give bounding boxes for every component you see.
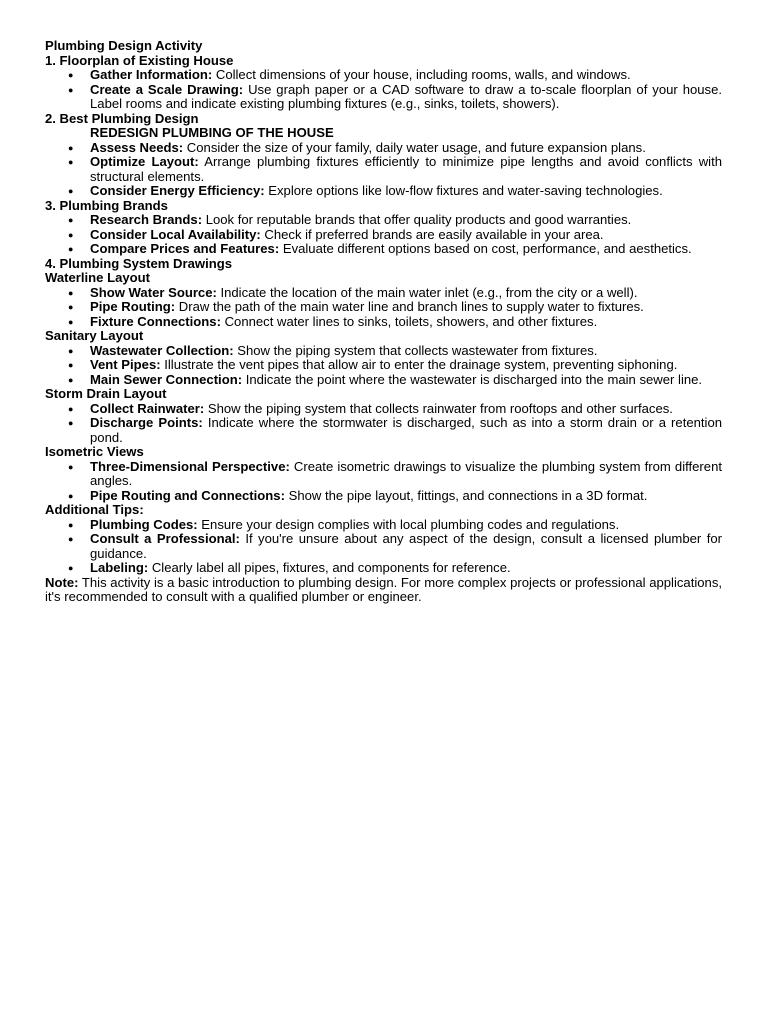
section-heading: Sanitary Layout (45, 328, 144, 343)
item-description: Collect dimensions of your house, including rooms, walls, and windows. (212, 67, 631, 82)
item-term: Consider Local Availability: (90, 226, 261, 242)
list-item (45, 402, 722, 417)
item-term: Pipe Routing and Connections: (90, 487, 285, 503)
note-label: Note: (45, 574, 79, 590)
item-description: Explore options like low-flow fixtures and water-saving technologies. (264, 183, 663, 198)
bullet-icon: ● (68, 316, 74, 327)
item-description: Connect water lines to sinks, toilets, showers, and other fixtures. (220, 313, 598, 329)
item-term: Wastewater Collection: (90, 342, 234, 358)
item-term: Create a Scale Drawing: (90, 81, 244, 97)
item-description: Evaluate different options based on cost, performance, and aesthetics. (279, 241, 692, 256)
list-item (45, 300, 722, 315)
bullet-icon: ● (68, 302, 74, 312)
bullet-icon: ● (68, 142, 74, 153)
bullet-list (45, 141, 722, 199)
bullet-icon: ● (68, 418, 74, 428)
item-term: Pipe Routing: (90, 299, 176, 314)
item-term: Assess Needs: (90, 139, 184, 155)
bullet-icon: ● (68, 519, 74, 530)
item-description: Create isometric drawings to visualize the plumbing system from different angles. (90, 458, 722, 488)
item-description: Show the pipe layout, fittings, and connections in a 3D format. (284, 487, 648, 503)
list-item (45, 532, 722, 561)
list-item (45, 141, 722, 156)
item-description: Consider the size of your family, daily water usage, and future expansion plans. (183, 139, 646, 155)
item-term: Optimize Layout: (90, 154, 199, 169)
item-term: Compare Prices and Features: (90, 241, 280, 256)
bullet-icon: ● (68, 461, 74, 472)
section-heading: Additional Tips: (45, 502, 144, 517)
bullet-icon: ● (68, 563, 74, 573)
item-term: Vent Pipes: (90, 357, 161, 372)
item-description: Check if preferred brands are easily available in your area. (260, 226, 604, 242)
bullet-icon: ● (68, 403, 74, 414)
list-item (45, 155, 722, 184)
item-term: Labeling: (90, 560, 149, 575)
item-description: Indicate the point where the wastewater is discharged into the main sewer line. (242, 371, 703, 387)
item-term: Plumbing Codes: (90, 516, 198, 532)
list-item (45, 489, 722, 504)
item-term: Three-Dimensional Perspective: (90, 458, 290, 474)
item-description: Show the piping system that collects rainwater from rooftops and other surfaces. (204, 400, 673, 416)
section-subheading: REDESIGN PLUMBING OF THE HOUSE (90, 125, 334, 140)
section-heading: Storm Drain Layout (45, 386, 167, 401)
bullet-icon: ● (68, 287, 74, 298)
list-item (45, 460, 722, 489)
item-description: Clearly label all pipes, fixtures, and components for reference. (148, 560, 511, 575)
note-text: This activity is a basic introduction to plumbing design. For more complex projects or professional applications, it's recommended to consult with a qualified plumber or engineer. (45, 574, 722, 604)
sections-container (45, 54, 722, 576)
item-description: Show the piping system that collects wastewater from fixtures. (233, 342, 598, 358)
list-item (45, 416, 722, 445)
bullet-icon: ● (68, 215, 74, 225)
bullet-list (45, 68, 722, 112)
list-item (45, 286, 722, 301)
section-heading: Waterline Layout (45, 270, 151, 285)
item-term: Research Brands: (90, 212, 203, 227)
item-term: Gather Information: (90, 67, 213, 82)
bullet-icon: ● (68, 157, 74, 167)
bullet-list (45, 402, 722, 446)
item-description: Arrange plumbing fixtures efficiently to minimize pipe lengths and avoid conflicts with structural elements. (90, 154, 722, 184)
list-item (45, 184, 722, 199)
list-item (45, 228, 722, 243)
item-term: Main Sewer Connection: (90, 371, 243, 387)
item-description: Ensure your design complies with local plumbing codes and regulations. (197, 516, 620, 532)
list-item (45, 213, 722, 228)
bullet-list (45, 460, 722, 504)
list-item (45, 315, 722, 330)
list-item (45, 242, 722, 257)
item-description: Indicate where the stormwater is discharged, such as into a storm drain or a retention pond. (90, 415, 723, 445)
item-term: Discharge Points: (90, 415, 203, 430)
bullet-icon: ● (68, 244, 74, 254)
bullet-icon: ● (68, 490, 74, 501)
list-item (45, 83, 722, 112)
bullet-icon: ● (68, 84, 74, 95)
section-heading: 2. Best Plumbing Design (45, 110, 199, 126)
bullet-list (45, 213, 722, 257)
item-description: Look for reputable brands that offer quality products and good warranties. (202, 212, 632, 227)
item-term: Collect Rainwater: (90, 400, 205, 416)
section-heading: 3. Plumbing Brands (45, 197, 168, 213)
item-description: Indicate the location of the main water inlet (e.g., from the city or a well). (216, 284, 638, 300)
list-item (45, 518, 722, 533)
bullet-icon: ● (68, 374, 74, 385)
list-item (45, 344, 722, 359)
item-term: Fixture Connections: (90, 313, 221, 329)
item-description: Illustrate the vent pipes that allow air to enter the drainage system, preventing siphoning. (160, 357, 678, 372)
item-term: Show Water Source: (90, 284, 217, 300)
list-item (45, 68, 722, 83)
section-heading: 4. Plumbing System Drawings (45, 255, 232, 271)
bullet-icon: ● (68, 186, 74, 196)
bullet-icon: ● (68, 345, 74, 356)
bullet-icon: ● (68, 360, 74, 370)
bullet-icon: ● (68, 534, 74, 544)
item-description: Draw the path of the main water line and branch lines to supply water to fixtures. (175, 299, 644, 314)
document-title: Plumbing Design Activity (45, 38, 203, 53)
bullet-list (45, 518, 722, 576)
list-item (45, 373, 722, 388)
list-item (45, 561, 722, 576)
bullet-list (45, 344, 722, 388)
note-paragraph (45, 576, 722, 605)
list-item (45, 358, 722, 373)
bullet-icon: ● (68, 70, 74, 80)
item-term: Consult a Professional: (90, 531, 240, 546)
item-description: If you're unsure about any aspect of the design, consult a licensed plumber for guidance. (90, 531, 722, 561)
item-description: Use graph paper or a CAD software to draw a to-scale floorplan of your house. Label rooms and indicate existing plumbing fixtures (e.g., sinks, toilets, showers). (90, 81, 723, 111)
bullet-list (45, 286, 722, 330)
item-term: Consider Energy Efficiency: (90, 183, 265, 198)
section-heading: 1. Floorplan of Existing House (45, 52, 234, 68)
section-heading: Isometric Views (45, 444, 144, 459)
bullet-icon: ● (68, 229, 74, 240)
